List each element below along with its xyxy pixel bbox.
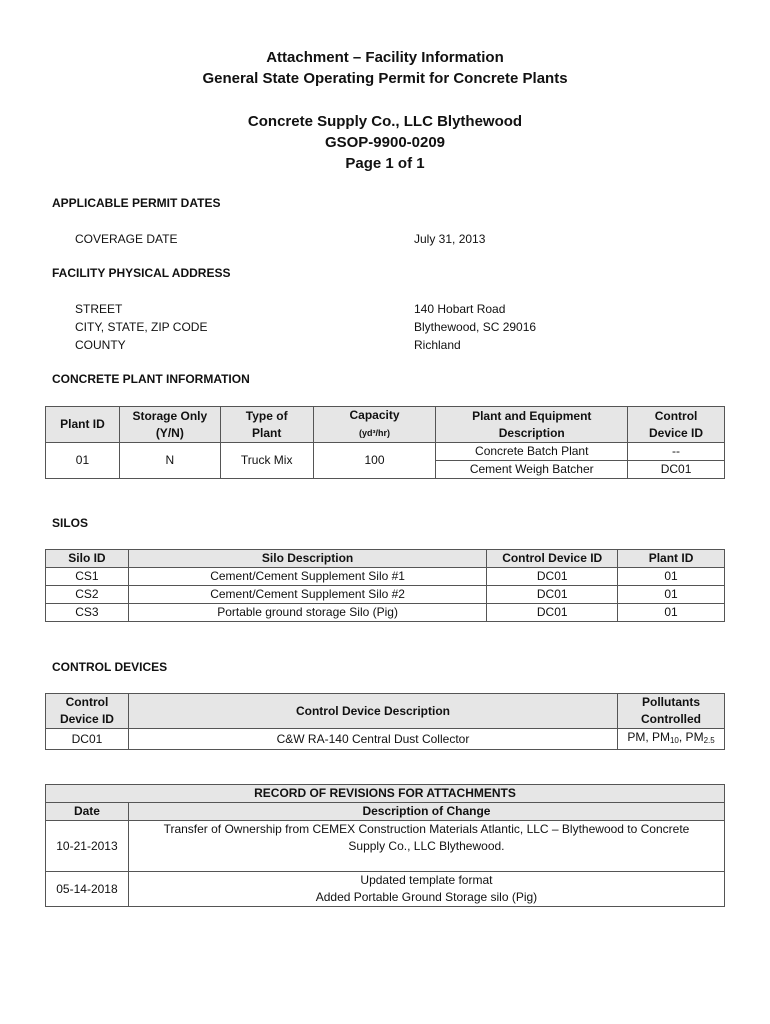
col-storage-line1: Storage Only (132, 408, 208, 423)
col-silo-device: Control Device ID (487, 550, 618, 568)
col-poll-line1: Pollutants (642, 695, 701, 709)
col-cd-id (46, 694, 129, 729)
col-equip-line2: Description (498, 425, 565, 440)
col-capacity-label: Capacity (349, 408, 400, 422)
table-row (46, 568, 725, 586)
col-rev-date: Date (46, 803, 129, 821)
revisions-table (45, 784, 725, 907)
col-equip-line1: Plant and Equipment (472, 408, 592, 423)
rev-date-cell: 10-21-2013 (46, 821, 129, 872)
permit-number: GSOP-9900-0209 (324, 134, 446, 151)
col-storage-only (119, 407, 220, 443)
col-plant-id: Plant ID (46, 407, 120, 443)
cd-pollutants-cell (618, 729, 725, 750)
plant-id-cell: 01 (46, 443, 120, 479)
city-value: Blythewood, SC 29016 (414, 320, 537, 334)
col-equipment (436, 407, 628, 443)
pollutant-sub25: 2.5 (703, 736, 715, 745)
control-devices-heading: CONTROL DEVICES (52, 660, 168, 674)
col-type-line1: Type of (245, 408, 288, 423)
silo-id-cell: CS2 (46, 586, 129, 604)
rev-desc-line1: Updated template format (360, 873, 493, 887)
permit-dates-heading: APPLICABLE PERMIT DATES (52, 196, 221, 210)
capacity-cell: 100 (313, 443, 436, 479)
col-type-of-plant (220, 407, 313, 443)
col-rev-desc: Description of Change (128, 803, 724, 821)
rev-date-cell: 05-14-2018 (46, 872, 129, 907)
silo-device-cell: DC01 (487, 586, 618, 604)
silo-id-cell: CS3 (46, 604, 129, 622)
plant-info-heading: CONCRETE PLANT INFORMATION (52, 372, 250, 386)
rev-desc-cell (128, 872, 724, 907)
silo-plant-cell: 01 (618, 586, 725, 604)
revisions-title: RECORD OF REVISIONS FOR ATTACHMENTS (46, 785, 725, 803)
doc-title-line1: Attachment – Facility Information (266, 49, 504, 66)
rev-desc-cell (128, 821, 724, 872)
cd-desc-cell: C&W RA-140 Central Dust Collector (128, 729, 617, 750)
doc-title-line2: General State Operating Permit for Concrete Plants (202, 70, 568, 87)
silo-device-cell: DC01 (487, 568, 618, 586)
silos-table (45, 549, 725, 622)
col-cd-desc: Control Device Description (128, 694, 617, 729)
table-row (46, 729, 725, 750)
pollutant-sub10: 10 (669, 736, 679, 745)
col-cd-pollutants (618, 694, 725, 729)
rev-desc-line1: Transfer of Ownership from CEMEX Construction Materials Atlantic, LLC – Blythewood to Concrete (163, 822, 690, 836)
page-number: Page 1 of 1 (345, 155, 425, 172)
table-row (46, 872, 725, 907)
silo-desc-cell: Portable ground storage Silo (Pig) (128, 604, 486, 622)
coverage-date-value: July 31, 2013 (414, 232, 486, 246)
county-label: COUNTY (75, 338, 126, 352)
coverage-date-label: COVERAGE DATE (75, 232, 178, 246)
control-devices-table (45, 693, 725, 750)
storage-only-cell: N (119, 443, 220, 479)
col-type-line2: Plant (252, 425, 282, 440)
city-label: CITY, STATE, ZIP CODE (75, 320, 208, 334)
facility-name: Concrete Supply Co., LLC Blythewood (247, 113, 523, 130)
col-cd-id-line2: Device ID (59, 712, 114, 726)
rev-desc-line2: Added Portable Ground Storage silo (Pig) (315, 890, 538, 904)
col-device-line2: Device ID (649, 425, 704, 440)
street-value: 140 Hobart Road (414, 302, 506, 316)
pollutant-sep: , PM (678, 730, 704, 744)
col-silo-id: Silo ID (46, 550, 129, 568)
equipment-device-cell: DC01 (628, 461, 725, 479)
col-cd-id-line1: Control (65, 695, 109, 709)
table-row (46, 443, 725, 461)
plant-info-table (45, 406, 725, 479)
silo-plant-cell: 01 (618, 604, 725, 622)
table-row (46, 821, 725, 872)
col-storage-line2: (Y/N) (155, 425, 184, 440)
silo-plant-cell: 01 (618, 568, 725, 586)
col-control-device (628, 407, 725, 443)
pollutant-pm: PM, PM (627, 730, 670, 744)
cd-id-cell: DC01 (46, 729, 129, 750)
silo-desc-cell: Cement/Cement Supplement Silo #1 (128, 568, 486, 586)
col-capacity (313, 407, 436, 443)
street-label: STREET (75, 302, 123, 316)
table-row (46, 586, 725, 604)
col-device-line1: Control (654, 408, 698, 423)
table-row (46, 604, 725, 622)
silo-device-cell: DC01 (487, 604, 618, 622)
equipment-desc-cell: Cement Weigh Batcher (436, 461, 628, 479)
col-silo-desc: Silo Description (128, 550, 486, 568)
plant-type-cell: Truck Mix (220, 443, 313, 479)
col-silo-plant: Plant ID (618, 550, 725, 568)
silos-heading: SILOS (52, 516, 89, 530)
silo-desc-cell: Cement/Cement Supplement Silo #2 (128, 586, 486, 604)
col-poll-line2: Controlled (641, 712, 701, 726)
equipment-desc-cell: Concrete Batch Plant (436, 443, 628, 461)
rev-desc-line2: Supply Co., LLC Blythewood. (348, 839, 505, 853)
county-value: Richland (414, 338, 461, 352)
address-heading: FACILITY PHYSICAL ADDRESS (52, 266, 231, 280)
silo-id-cell: CS1 (46, 568, 129, 586)
col-capacity-unit: (yd³/hr) (359, 428, 390, 438)
equipment-device-cell: -- (628, 443, 725, 461)
